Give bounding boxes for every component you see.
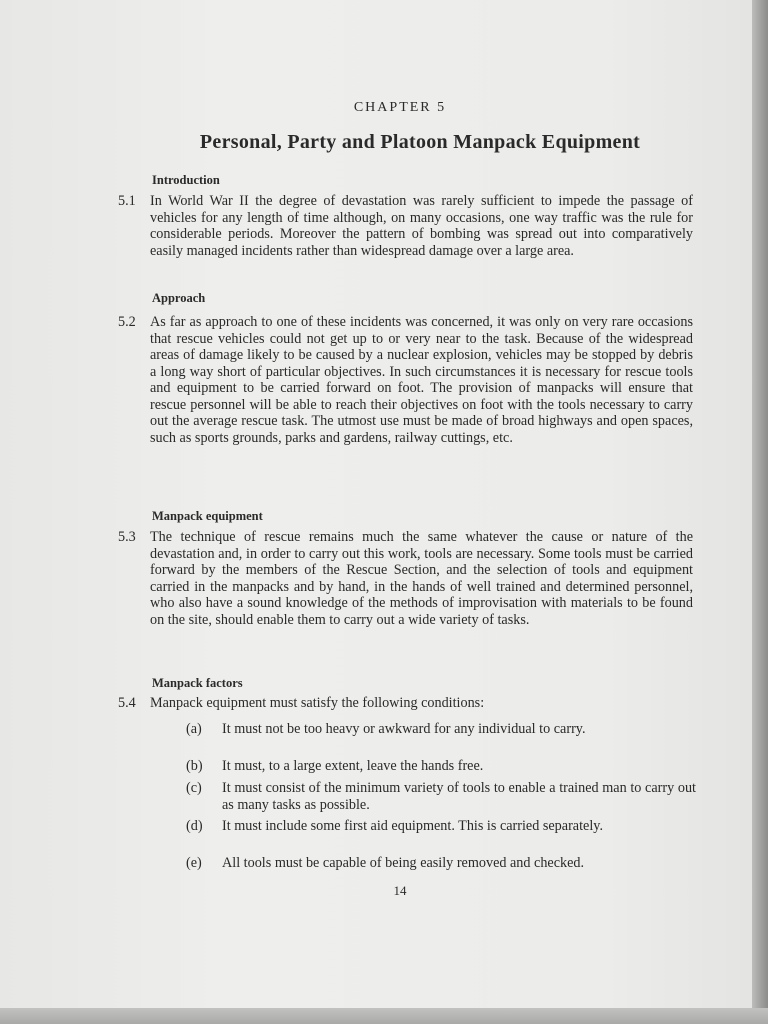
section-heading-manpack-factors: Manpack factors (152, 676, 243, 690)
list-item (186, 780, 696, 813)
list-item (186, 818, 696, 835)
paragraph-5-4-intro: Manpack equipment must satisfy the following conditions: (150, 695, 485, 711)
list-item-label: (d) (186, 818, 203, 834)
paragraph-number-5-3: 5.3 (118, 529, 136, 545)
section-heading-approach: Approach (152, 291, 206, 305)
paragraph-number-5-2: 5.2 (118, 314, 136, 330)
list-item-label: (c) (186, 780, 202, 796)
list-item-label: (b) (186, 758, 203, 774)
page-edge-shadow (752, 0, 768, 1024)
page-bottom-shadow (0, 1008, 768, 1024)
paragraph-5-1: In World War II the degree of devastation was rarely sufficient to impede the passage of vehicles for any length of time although, on many occasions, one way traffic was the rule for considerable periods. Moreover the pattern of bombing was spread out into comparatively easily managed incidents rather than widespread damage over a large area. (150, 193, 693, 259)
list-item-text: All tools must be capable of being easily removed and checked. (222, 855, 585, 871)
paragraph-number-5-1: 5.1 (118, 193, 136, 209)
chapter-title: Personal, Party and Platoon Manpack Equipment (199, 131, 641, 153)
list-item-label: (e) (186, 855, 202, 871)
section-heading-manpack-equipment: Manpack equipment (152, 509, 263, 523)
list-item (186, 758, 696, 775)
list-item-text: It must, to a large extent, leave the hands free. (222, 758, 484, 774)
section-heading-introduction: Introduction (152, 173, 220, 187)
page-number: 14 (393, 883, 407, 898)
list-item-text: It must consist of the minimum variety of tools to enable a trained man to carry out as many tasks as possible. (222, 780, 696, 813)
paragraph-number-5-4: 5.4 (118, 695, 136, 711)
paragraph-5-3: The technique of rescue remains much the same whatever the cause or nature of the devastation and, in order to carry out this work, tools are necessary. Some tools must be carried forward by the members of the Rescue Section, and the selection of tools and equipment carried in the manpacks and by hand, in the hands of well trained and determined personnel, who also have a sound knowledge of the methods of improvisation with materials to be found on the site, should enable them to carry out a wide variety of tasks. (150, 529, 693, 628)
chapter-label: CHAPTER 5 (353, 100, 447, 115)
list-item-text: It must include some first aid equipment. This is carried separately. (222, 818, 603, 834)
list-item (186, 855, 696, 872)
list-item-label: (a) (186, 721, 202, 737)
list-item (186, 721, 696, 738)
paragraph-5-2: As far as approach to one of these incidents was concerned, it was only on very rare occasions that rescue vehicles could not get up to or very near to the task. Because of the widespread areas of damage likely to be caused by a nuclear explosion, vehicles may be stopped by debris a long way short of particular objectives. In such circumstances it is necessary for rescue tools and equipment to be carried forward on foot. The provision of manpacks will ensure that rescue personnel will be able to reach their objectives on foot with the tools necessary to carry out the average rescue task. The utmost use must be made of broad highways and open spaces, such as sports grounds, parks and gardens, railway cuttings, etc. (150, 314, 693, 446)
list-item-text: It must not be too heavy or awkward for any individual to carry. (222, 721, 586, 737)
